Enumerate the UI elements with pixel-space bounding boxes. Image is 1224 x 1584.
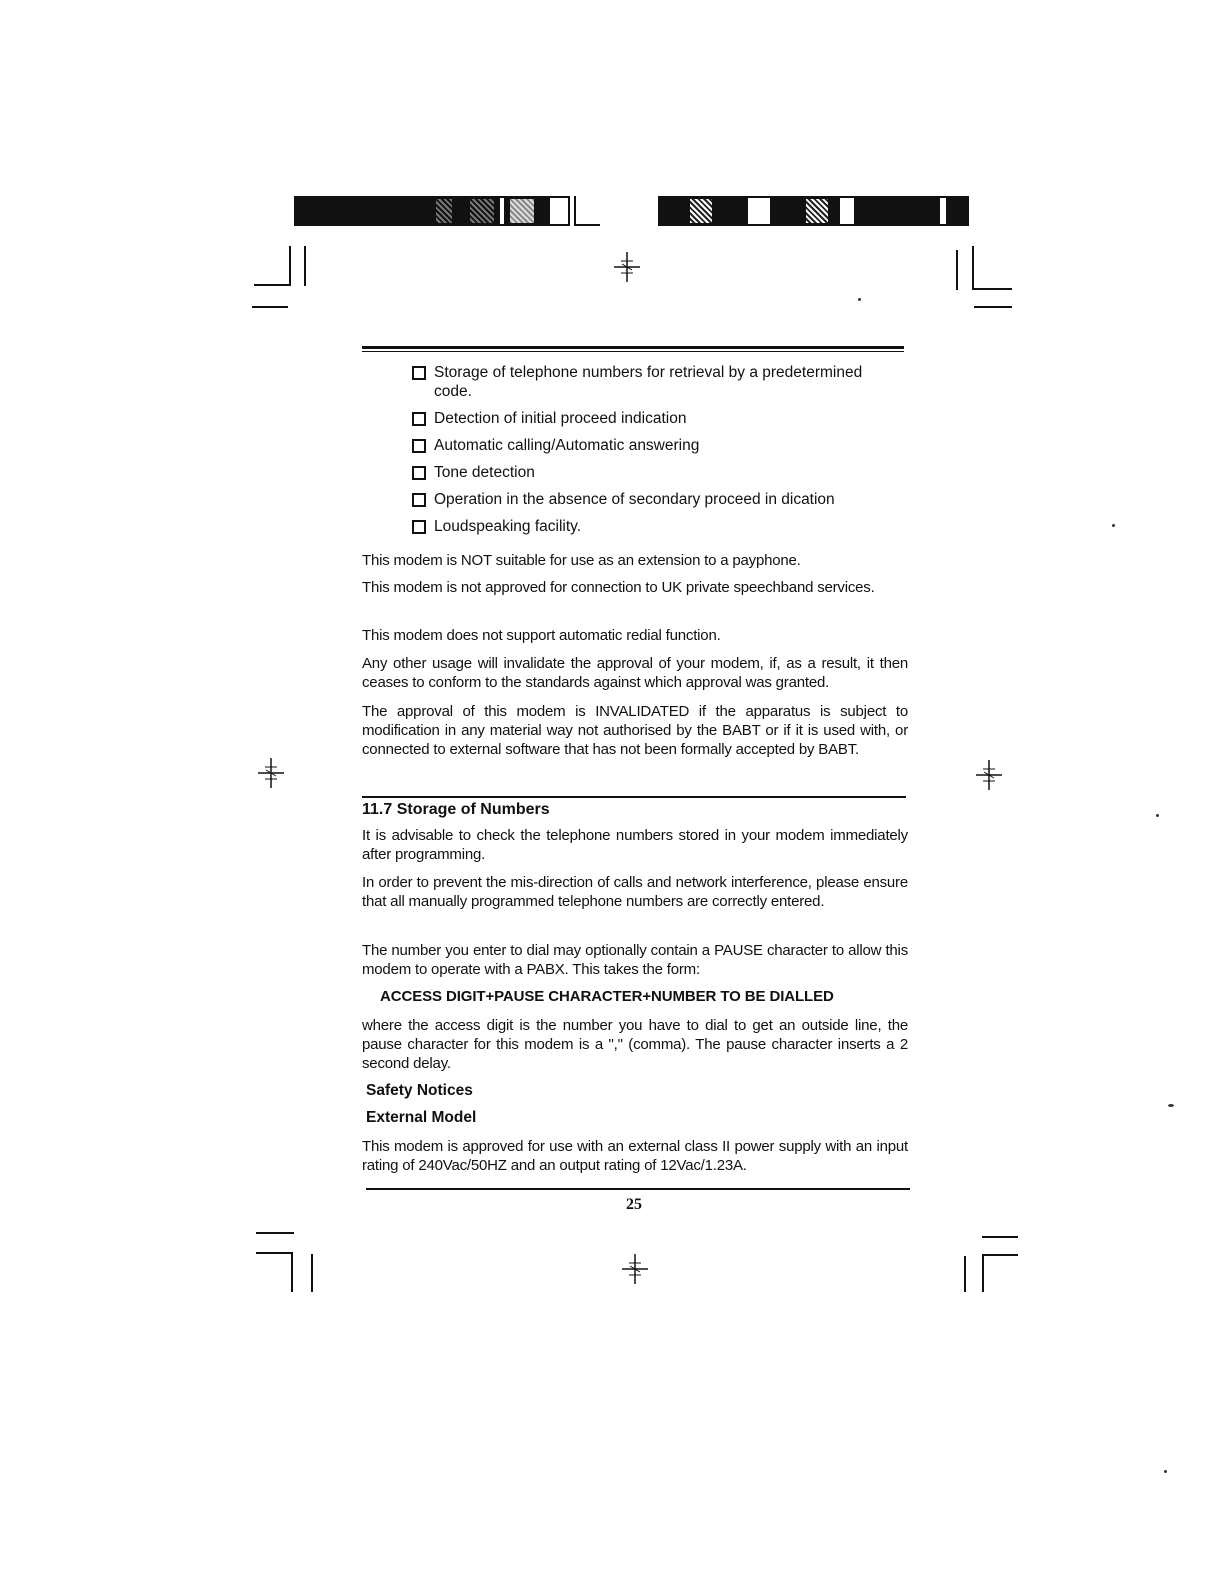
- payphone-notice: This modem is NOT suitable for use as an extension to a payphone.: [362, 552, 801, 569]
- list-item: Automatic calling/Automatic answering: [412, 436, 902, 455]
- crop-mark: [256, 1232, 294, 1234]
- checkbox-square-icon: [412, 366, 426, 380]
- list-item: Tone detection: [412, 463, 902, 482]
- list-item: Detection of initial proceed indication: [412, 409, 902, 428]
- registration-mark-icon: [620, 1254, 650, 1284]
- crop-mark: [289, 246, 291, 286]
- registration-mark-icon: [974, 760, 1004, 790]
- crop-mark: [972, 288, 1012, 290]
- halftone-patch: [510, 199, 534, 223]
- crop-mark: [972, 246, 974, 288]
- crop-mark: [982, 1254, 1018, 1256]
- section-heading: 11.7 Storage of Numbers: [362, 801, 550, 818]
- crop-mark: [974, 306, 1012, 308]
- top-rule: [362, 346, 904, 352]
- halftone-patch: [806, 199, 828, 223]
- scan-speck: [858, 298, 861, 301]
- checkbox-square-icon: [412, 439, 426, 453]
- bottom-rule: [366, 1188, 910, 1190]
- usage-notice: Any other usage will invalidate the approval of your modem, if, as a result, it then ceases to conform to the standards against which approval was granted.: [362, 655, 908, 691]
- outline-box: [574, 196, 600, 226]
- halftone-patch: [470, 199, 494, 223]
- registration-mark-icon: [612, 252, 642, 282]
- crop-mark: [982, 1254, 984, 1292]
- crop-mark: [291, 1252, 293, 1292]
- registration-mark-icon: [256, 758, 286, 788]
- crop-mark: [304, 246, 306, 286]
- power-paragraph: This modem is approved for use with an external class II power supply with an input rating of 240Vac/50HZ and an output rating of 12Vac/1.23A.: [362, 1138, 908, 1174]
- checkbox-square-icon: [412, 466, 426, 480]
- pause-paragraph: The number you enter to dial may optionally contain a PAUSE character to allow this modem to operate with a PABX. This takes the form:: [362, 942, 908, 978]
- page-number: 25: [626, 1196, 642, 1213]
- outline-box: [746, 196, 772, 226]
- halftone-patch: [690, 199, 712, 223]
- checkbox-square-icon: [412, 493, 426, 507]
- crop-mark: [982, 1236, 1018, 1238]
- crop-mark: [964, 1256, 966, 1292]
- list-item: Storage of telephone numbers for retrieval by a predetermined code.: [412, 363, 902, 401]
- redial-notice: This modem does not support automatic redial function.: [362, 627, 721, 644]
- checkbox-square-icon: [412, 412, 426, 426]
- crop-mark: [254, 284, 290, 286]
- safety-heading: Safety Notices: [366, 1082, 473, 1099]
- access-digit-paragraph: where the access digit is the number you have to dial to get an outside line, the pause character for this modem is a "," (comma). The pause character inserts a 2 second delay.: [362, 1017, 908, 1072]
- prevent-paragraph: In order to prevent the mis-direction of calls and network interference, please ensure that all manually programmed telephone numbers are correctly entered.: [362, 874, 908, 910]
- section-rule: [362, 796, 906, 798]
- crop-mark: [311, 1254, 313, 1292]
- bar-gap: [500, 198, 504, 224]
- crop-mark: [252, 306, 288, 308]
- crop-mark: [256, 1252, 292, 1254]
- external-model-heading: External Model: [366, 1109, 477, 1126]
- access-format: ACCESS DIGIT+PAUSE CHARACTER+NUMBER TO BE DIALLED: [380, 988, 834, 1005]
- speechband-notice: This modem is not approved for connection to UK private speechband services.: [362, 579, 875, 596]
- scan-speck: [1112, 524, 1115, 527]
- list-item: Operation in the absence of secondary proceed in dication: [412, 490, 902, 509]
- list-item: Loudspeaking facility.: [412, 517, 902, 536]
- scan-speck: [1168, 1104, 1174, 1107]
- outline-box: [838, 196, 856, 226]
- halftone-patch: [436, 199, 452, 223]
- crop-mark: [956, 250, 958, 290]
- feature-list: [412, 363, 902, 544]
- approval-notice: The approval of this modem is INVALIDATED if the apparatus is subject to modification in any material way not authorised by the BABT or if it is used with, or connected to external software that has not been formally accepted by BABT.: [362, 703, 908, 758]
- scan-speck: [1164, 1470, 1167, 1473]
- outline-box: [548, 196, 570, 226]
- checkbox-square-icon: [412, 520, 426, 534]
- bar-gap: [940, 198, 946, 224]
- advisable-paragraph: It is advisable to check the telephone numbers stored in your modem immediately after programming.: [362, 827, 908, 863]
- scan-speck: [1156, 814, 1159, 817]
